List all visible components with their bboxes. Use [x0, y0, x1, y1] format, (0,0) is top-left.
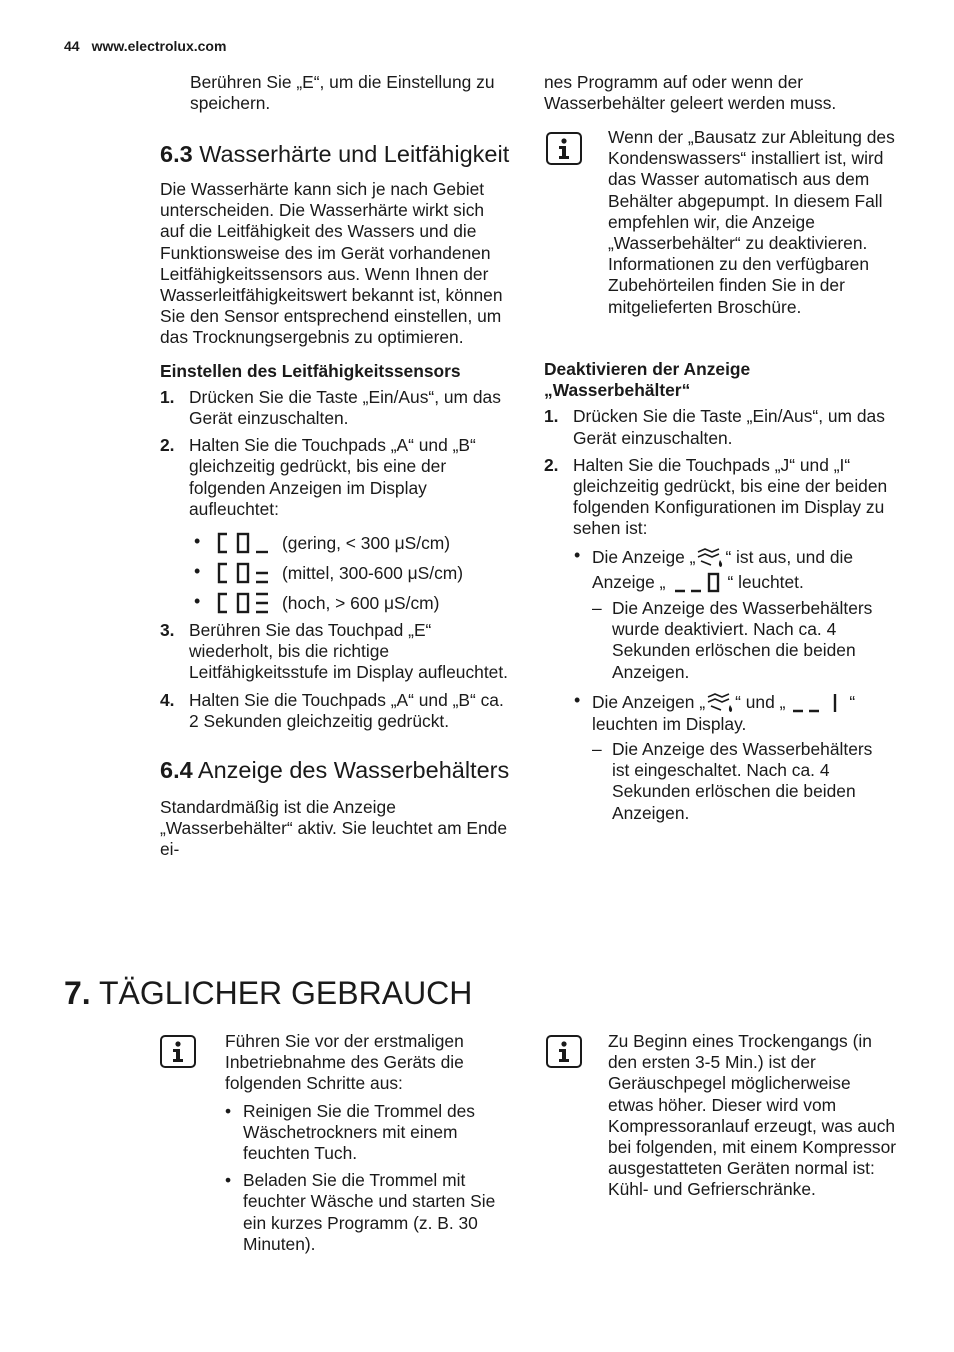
- chapter-heading: 7. TÄGLICHER GEBRAUCH: [64, 975, 473, 1011]
- display-low-icon: [216, 532, 272, 554]
- dash-item: – Die Anzeige des Wasserbehälters wurde deaktiviert. Nach ca. 4 Sekunden erlöschen die beiden Anzeigen.: [592, 598, 873, 682]
- display-mid-icon: [216, 562, 272, 584]
- page-header: [64, 38, 226, 54]
- info-icon: [546, 1035, 582, 1068]
- info-note: Wenn der „Bausatz zur Ableitung des Kondenswassers“ installiert ist, wird das Wasser automatisch aus dem Behälter abgepumpt. In diesem Fall empfehlen wir, die Anzeige „Wasserbehälter“ zu deaktivieren. Informationen zu den verfügbaren Zubehörteilen finden Sie in der mitgelieferten Broschüre.: [608, 127, 895, 317]
- deactivate-section: [544, 359, 896, 540]
- section-heading: 6.4 Anzeige des Wasserbehälters: [160, 757, 510, 784]
- condenser-icon: [705, 692, 735, 714]
- paragraph: Standardmäßig ist die Anzeige „Wasserbehälter“ aktiv. Sie leuchtet am Ende ei-: [160, 797, 507, 860]
- condenser-icon: [695, 547, 725, 569]
- paragraph: nes Programm auf oder wenn der Wasserbehälter geleert werden muss.: [544, 72, 837, 114]
- site-url: www.electrolux.com: [91, 38, 227, 54]
- list-item: 2. Halten Sie die Touchpads „J“ und „I“ gleichzeitig gedrückt, bis eine der beiden folgenden Konfigurationen im Display zu sehen ist:: [544, 454, 888, 539]
- list-item: • Beladen Sie die Trommel mit feuchter Wäsche und starten Sie ein kurzes Programm (z. B. 30 Minuten).: [225, 1170, 496, 1254]
- subheading: Einstellen des Leitfähigkeitssensors: [160, 360, 461, 381]
- list-item: 4. Halten Sie die Touchpads „A“ und „B“ ca. 2 Sekunden gleichzeitig gedrückt.: [160, 689, 504, 731]
- info-note: Zu Beginn eines Trockengangs (in den ersten 3-5 Min.) ist der Geräuschpegel möglicherweise etwas höher. Dieser wird vom Kompressoranlauf erzeugt, was auch bei folgenden, mit einem Kompressor ausgestatteten Geräten normal ist: Kühl- und Gefrierschränke.: [608, 1031, 897, 1200]
- section-6-3: [160, 140, 510, 861]
- info-icon: [160, 1035, 196, 1068]
- water-tank-on-display-icon: [785, 692, 849, 714]
- water-tank-display-icon: [665, 572, 727, 594]
- info-icon: [546, 132, 582, 165]
- info-note: Führen Sie vor der erstmaligen Inbetriebnahme des Geräts die folgenden Schritte aus: • Reinigen Sie die Trommel des Wäschetrockners mit einem feuchten Tuch. • Beladen Sie die Trommel mit feuchter Wäsche und starten Sie ein kurzes Programm (z. B. 30 Minuten).: [225, 1031, 510, 1255]
- list-item: 1. Drücken Sie die Taste „Ein/Aus“, um das Gerät einzuschalten.: [160, 386, 501, 429]
- intro-line: Berühren Sie „E“, um die Einstellung zu speichern.: [190, 72, 495, 114]
- page-number: 44: [64, 38, 80, 54]
- list-item: • Reinigen Sie die Trommel des Wäschetrockners mit einem feuchten Tuch.: [225, 1100, 475, 1164]
- display-high-icon: [216, 592, 272, 614]
- list-item: 1. Drücken Sie die Taste „Ein/Aus“, um das Gerät einzuschalten.: [544, 406, 885, 448]
- section-heading: 6.3 Wasserhärte und Leitfähigkeit: [160, 141, 510, 167]
- list-item: 3. Berühren Sie das Touchpad „E“ wiederholt, bis die richtige Leitfähigkeitsstufe im Display aufleuchtet.: [160, 620, 508, 683]
- dash-item: – Die Anzeige des Wasserbehälters ist eingeschaltet. Nach ca. 4 Sekunden erlöschen die beiden Anzeigen.: [592, 739, 873, 823]
- list-item: 2. Halten Sie die Touchpads „A“ und „B“ gleichzeitig gedrückt, bis eine der folgenden Anzeigen im Display aufleuchtet:: [160, 435, 476, 519]
- subheading: Deaktivieren der Anzeige „Wasserbehälter“: [544, 359, 751, 401]
- paragraph: Die Wasserhärte kann sich je nach Gebiet unterscheiden. Die Wasserhärte wirkt sich auf die Leitfähigkeit des Wassers und die Funktionsweise des im Gerät vorhandenen Leitfähigkeitssensors aus. Wenn Ihnen der Wasserleitfähigkeitswert bekannt ist, können Sie den Sensor entsprechend einstellen, um das Trocknungsergebnis zu optimieren.: [160, 179, 503, 348]
- conductivity-levels: • (gering, < 300 μS/cm) • (mittel, 300-600 μS/cm) • (hoch, > 600 μS/cm): [194, 531, 464, 614]
